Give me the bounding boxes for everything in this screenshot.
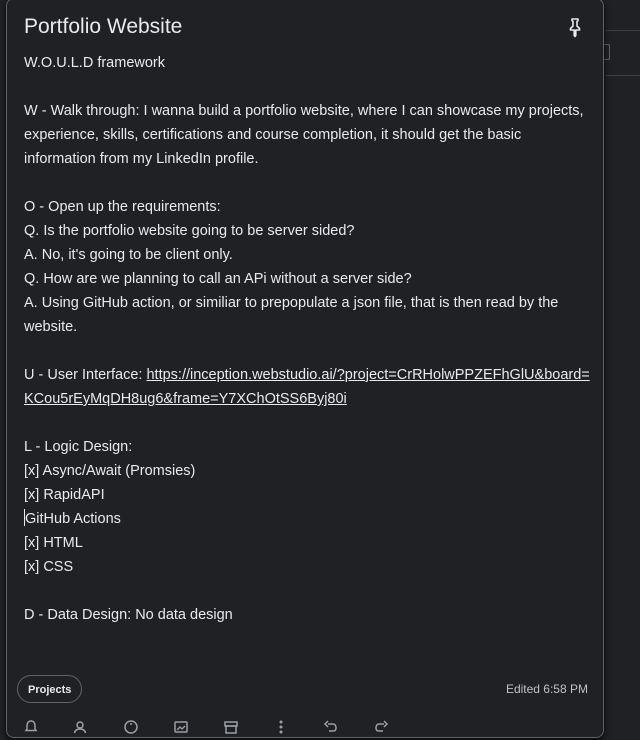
note-line — [24, 411, 592, 435]
note-line: A. Using GitHub action, or similiar to prepopulate a json file, that is then read by the website. — [24, 295, 563, 335]
note-line — [24, 75, 592, 99]
note-line-with-cursor — [24, 507, 592, 531]
image-icon[interactable] — [173, 719, 189, 735]
user-interface-label: U - User Interface: — [24, 367, 147, 383]
redo-icon[interactable] — [373, 719, 389, 735]
edited-timestamp: Edited 6:58 PM — [505, 682, 588, 696]
archive-icon[interactable] — [223, 719, 239, 735]
label-chip-projects[interactable]: Projects — [17, 675, 82, 703]
more-icon[interactable] — [273, 719, 289, 735]
undo-icon[interactable] — [323, 719, 339, 735]
palette-icon[interactable] — [123, 719, 139, 735]
user-interface-link[interactable]: https://inception.webstudio.ai/?project=CrRHolwPPZEFhGlU&board=KCou5rEyMqDH8ug6&frame=Y7XChOtSS6Byj80i — [24, 367, 590, 407]
note-line: [x] RapidAPI — [24, 487, 105, 503]
user-interface-line — [24, 363, 592, 411]
note-line: [x] Async/Await (Promsies) — [24, 463, 196, 479]
note-line: [x] HTML — [24, 535, 83, 551]
note-line: Q. How are we planning to call an APi without a server side? — [24, 271, 412, 287]
note-line: A. No, it's going to be client only. — [24, 247, 233, 263]
reminder-icon[interactable] — [23, 719, 39, 735]
pin-icon[interactable] — [563, 15, 587, 39]
collaborator-icon[interactable] — [73, 719, 89, 735]
note-line: O - Open up the requirements: — [24, 199, 221, 215]
note-line: D - Data Design: No data design — [24, 607, 233, 623]
note-line: Q. Is the portfolio website going to be server sided? — [24, 223, 355, 239]
note-title[interactable]: Portfolio Website — [24, 15, 183, 38]
background-header-strip — [606, 30, 640, 76]
note-line — [24, 579, 592, 603]
note-line — [24, 171, 592, 195]
note-line-text: GitHub Actions — [25, 511, 121, 527]
note-editor[interactable] — [6, 0, 604, 738]
note-line: L - Logic Design: — [24, 439, 133, 455]
note-body[interactable] — [24, 51, 592, 627]
note-line — [24, 339, 592, 363]
note-toolbar — [17, 715, 597, 735]
note-line: W - Walk through: I wanna build a portfolio website, where I can showcase my projects, experience, skills, certifications and course completion, it should get the basic information from my LinkedIn profile. — [24, 103, 588, 167]
note-line: W.O.U.L.D framework — [24, 55, 165, 71]
note-line: [x] CSS — [24, 559, 74, 575]
